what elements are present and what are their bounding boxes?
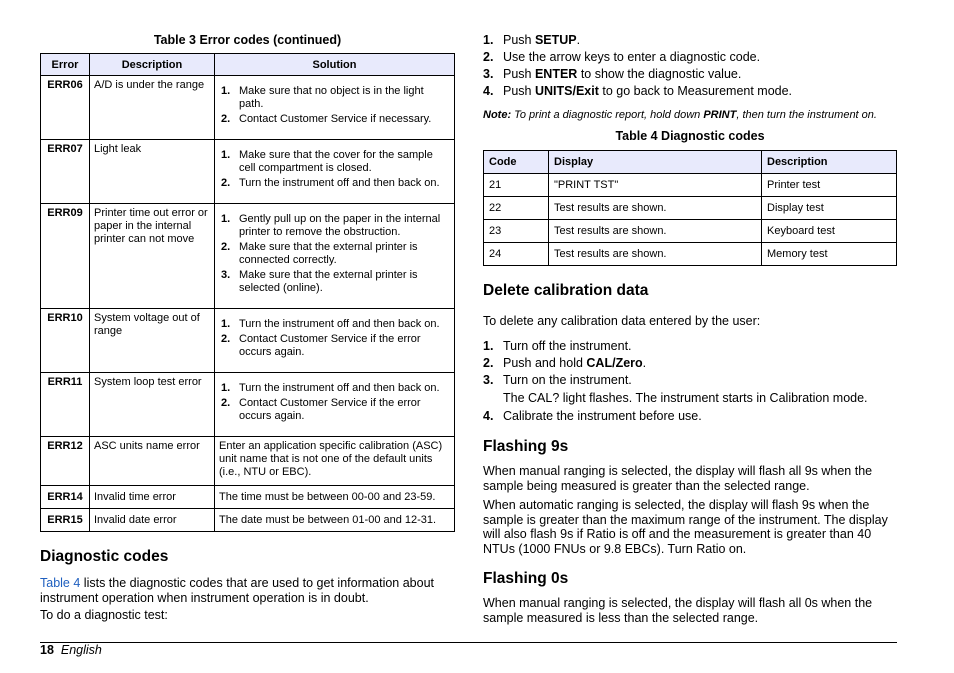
table-header-row <box>484 151 897 174</box>
flashing-0s-paragraph: When manual ranging is selected, the display will flash all 0s when the sample measured is less than the selected range. <box>483 596 873 625</box>
delete-step-3 <box>483 373 632 387</box>
solution-cell <box>215 140 455 204</box>
solution-step <box>219 177 450 190</box>
step-text: Gently pull up on the paper in the internal printer to remove the obstruction. <box>239 213 441 238</box>
step-text-end: . <box>642 356 647 370</box>
table-row <box>41 486 455 509</box>
error-description-cell: System voltage out of range <box>90 309 215 373</box>
display-cell: Test results are shown. <box>549 197 762 220</box>
error-description-cell: Light leak <box>90 140 215 204</box>
step-number: 2. <box>221 113 231 125</box>
footer-language: English <box>60 643 102 657</box>
diagnostic-step-2 <box>483 50 760 64</box>
diagnostic-codes-heading: Diagnostic codes <box>40 548 169 565</box>
solution-step <box>219 241 450 267</box>
step-text: Contact Customer Service if necessary. <box>239 113 432 125</box>
step-text: Turn the instrument off and then back on. <box>239 318 440 330</box>
diagnostic-intro <box>40 576 455 605</box>
display-cell: "PRINT TST" <box>549 174 762 197</box>
solution-cell <box>215 76 455 140</box>
step-number: 2. <box>221 397 231 409</box>
table-row <box>41 437 455 486</box>
delete-step-2 <box>483 356 646 370</box>
table-header-row <box>41 54 455 76</box>
note-label: Note: <box>483 109 512 121</box>
table-row <box>484 243 897 266</box>
code-cell: 22 <box>484 197 549 220</box>
flashing-0s-heading: Flashing 0s <box>483 570 569 587</box>
table-row <box>41 509 455 532</box>
step-text: Contact Customer Service if the error occurs again. <box>239 333 421 358</box>
diagnostic-step-3 <box>483 67 741 81</box>
error-description-cell: Printer time out error or paper in the internal printer can not move <box>90 204 215 309</box>
error-description-cell: System loop test error <box>90 373 215 437</box>
error-code-cell: ERR06 <box>41 76 90 140</box>
solution-steps <box>219 213 450 295</box>
footer-divider <box>40 642 897 643</box>
step-key: ENTER <box>534 67 578 81</box>
solution-step <box>219 149 450 175</box>
diagnostic-todo: To do a diagnostic test: <box>40 608 168 622</box>
step-text-end: to show the diagnostic value. <box>577 67 742 81</box>
step-text: Turn off the instrument. <box>503 339 632 353</box>
delete-intro: To delete any calibration data entered by the user: <box>483 314 761 328</box>
column-header: Solution <box>215 54 455 76</box>
step-number: 4. <box>483 409 494 423</box>
table-row <box>484 220 897 243</box>
step-text-end: . <box>576 33 581 47</box>
column-header: Description <box>762 151 897 174</box>
table4-link[interactable]: Table 4 <box>40 576 81 590</box>
code-cell: 24 <box>484 243 549 266</box>
step-text: Push and hold <box>503 356 587 370</box>
solution-step <box>219 113 450 126</box>
solution-step <box>219 213 450 239</box>
note-text-end: , then turn the instrument on. <box>736 109 877 121</box>
step-number: 1. <box>483 33 494 47</box>
step-number: 1. <box>221 149 231 161</box>
table4-caption: Table 4 Diagnostic codes <box>615 129 765 143</box>
step-number: 1. <box>221 382 231 394</box>
solution-steps <box>219 85 450 126</box>
code-cell: 23 <box>484 220 549 243</box>
description-cell: Printer test <box>762 174 897 197</box>
column-header: Description <box>90 54 215 76</box>
flashing-9s-paragraph-2: When automatic ranging is selected, the display will flash 9s when the sample is greater than the maximum range of the instrument. The display will also flash 9s if Ratio is off and the measurement is greater than 40 NTUs (1000 FNUs or 9.8 EBCs). Turn Ratio on. <box>483 498 888 556</box>
solution-step <box>219 85 450 111</box>
step-text: Push <box>503 84 535 98</box>
step-number: 1. <box>483 339 494 353</box>
solution-step <box>219 269 450 295</box>
step-text: Make sure that the external printer is selected (online). <box>239 269 418 294</box>
description-cell: Keyboard test <box>762 220 897 243</box>
delete-calibration-heading: Delete calibration data <box>483 282 649 299</box>
error-code-cell: ERR09 <box>41 204 90 309</box>
display-cell: Test results are shown. <box>549 243 762 266</box>
step-number: 3. <box>221 269 231 281</box>
page-footer <box>40 643 102 657</box>
step-number: 1. <box>221 318 231 330</box>
column-header: Error <box>41 54 90 76</box>
step-number: 2. <box>483 50 494 64</box>
solution-cell: The time must be between 00-00 and 23-59. <box>215 486 455 509</box>
step-number: 2. <box>221 333 231 345</box>
solution-step <box>219 397 450 423</box>
diagnostic-step-4 <box>483 84 792 98</box>
display-cell: Test results are shown. <box>549 220 762 243</box>
step-number: 2. <box>221 241 231 253</box>
solution-cell <box>215 309 455 373</box>
delete-step-3-note: The CAL? light flashes. The instrument starts in Calibration mode. <box>503 391 868 405</box>
solution-steps <box>219 149 450 190</box>
solution-cell <box>215 204 455 309</box>
error-code-cell: ERR11 <box>41 373 90 437</box>
table-row <box>41 76 455 140</box>
flashing-9s-paragraph-1: When manual ranging is selected, the display will flash all 9s when the sample being measured is greater than the selected range. <box>483 464 873 493</box>
step-number: 1. <box>221 85 231 97</box>
description-cell: Memory test <box>762 243 897 266</box>
step-text: Turn the instrument off and then back on. <box>239 382 440 394</box>
step-number: 2. <box>483 356 494 370</box>
step-text-end: to go back to Measurement mode. <box>598 84 793 98</box>
table-row <box>41 373 455 437</box>
error-code-cell: ERR12 <box>41 437 90 486</box>
column-header: Code <box>484 151 549 174</box>
note-text: To print a diagnostic report, hold down <box>511 109 704 121</box>
solution-cell: Enter an application specific calibration (ASC) unit name that is not one of the default units (i.e., NTU or EBC). <box>215 437 455 486</box>
error-description-cell: Invalid date error <box>90 509 215 532</box>
step-text: Turn the instrument off and then back on. <box>239 177 440 189</box>
step-text: Push <box>503 33 535 47</box>
error-description-cell: ASC units name error <box>90 437 215 486</box>
solution-steps <box>219 382 450 423</box>
table-row <box>484 174 897 197</box>
error-code-cell: ERR07 <box>41 140 90 204</box>
step-text: Contact Customer Service if the error occurs again. <box>239 397 421 422</box>
solution-cell <box>215 373 455 437</box>
description-cell: Display test <box>762 197 897 220</box>
step-text: Use the arrow keys to enter a diagnostic code. <box>503 50 761 64</box>
delete-step-4 <box>483 409 702 423</box>
solution-step <box>219 318 450 331</box>
error-code-cell: ERR14 <box>41 486 90 509</box>
step-text: Turn on the instrument. <box>503 373 632 387</box>
table-row <box>41 204 455 309</box>
error-codes-table <box>40 53 455 532</box>
solution-steps <box>219 318 450 359</box>
step-text: Calibrate the instrument before use. <box>503 409 702 423</box>
solution-step <box>219 382 450 395</box>
page-number: 18 <box>40 643 54 657</box>
table-row <box>484 197 897 220</box>
step-key: CAL/Zero <box>586 356 643 370</box>
error-description-cell: Invalid time error <box>90 486 215 509</box>
solution-cell: The date must be between 01-00 and 12-31. <box>215 509 455 532</box>
step-number: 1. <box>221 213 231 225</box>
intro-text: lists the diagnostic codes that are used to get information about instrument operation when instrument operation is in doubt. <box>40 576 434 605</box>
step-number: 4. <box>483 84 494 98</box>
note <box>483 108 877 123</box>
error-code-cell: ERR15 <box>41 509 90 532</box>
step-text: Make sure that the cover for the sample cell compartment is closed. <box>239 149 433 174</box>
step-number: 3. <box>483 373 494 387</box>
error-description-cell: A/D is under the range <box>90 76 215 140</box>
code-cell: 21 <box>484 174 549 197</box>
step-key: UNITS/Exit <box>534 84 599 98</box>
error-code-cell: ERR10 <box>41 309 90 373</box>
step-key: SETUP <box>534 33 577 47</box>
note-key: PRINT <box>703 109 737 121</box>
step-number: 2. <box>221 177 231 189</box>
step-text: Make sure that no object is in the light path. <box>239 85 424 110</box>
diagnostic-codes-table <box>483 150 897 266</box>
step-text: Push <box>503 67 535 81</box>
delete-step-1 <box>483 339 632 353</box>
solution-step <box>219 333 450 359</box>
table-row <box>41 309 455 373</box>
column-header: Display <box>549 151 762 174</box>
step-text: Make sure that the external printer is connected correctly. <box>239 241 418 266</box>
table-row <box>41 140 455 204</box>
diagnostic-step-1 <box>483 33 580 47</box>
flashing-9s-heading: Flashing 9s <box>483 438 569 455</box>
step-number: 3. <box>483 67 494 81</box>
table3-caption: Table 3 Error codes (continued) <box>153 33 342 47</box>
